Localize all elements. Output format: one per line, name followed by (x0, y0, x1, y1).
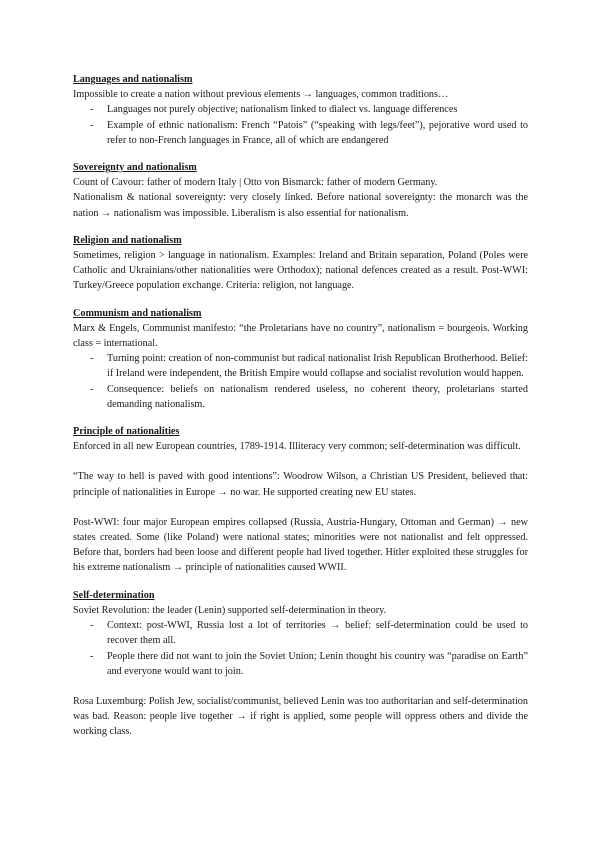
list-item: - People there did not want to join the Soviet Union; Lenin thought his country was “paradise on Earth” and everyone would want to join. (73, 649, 528, 679)
paragraph: Nationalism & national sovereignty: very closely linked. Before national sovereignty: the monarch was the nation → nationalism was impossible. Liberalism is also essential for nationalism. (73, 192, 528, 219)
paragraph: Impossible to create a nation without previous elements → languages, common traditions… (73, 89, 449, 101)
section-heading: Sovereignty and nationalism (73, 162, 197, 174)
paragraph: Enforced in all new European countries, 1789-1914. Illiteracy very common; self-determination was difficult. (73, 441, 521, 453)
section-heading: Religion and nationalism (73, 234, 182, 246)
bullet-list (73, 618, 528, 679)
section-self-determination (73, 588, 528, 740)
paragraph: Rosa Luxemburg: Polish Jew, socialist/communist, believed Lenin was too authoritarian and self-determination was bad. Reason: people live together → if right is applied, some people will oppress others and divide the working class. (73, 695, 528, 738)
bullet-list (73, 102, 528, 148)
list-item: - Consequence: beliefs on nationalism rendered useless, no coherent theory, proletarians started demanding nationalism. (73, 382, 528, 412)
list-item: - Languages not purely objective; nationalism linked to dialect vs. language differences (73, 102, 528, 117)
paragraph: Sometimes, religion > language in nationalism. Examples: Ireland and Britain separation, Poland (Poles were Catholic and Ukrainians/other nationalities were Orthodox); national defences created as a result. Post-WWI: Turkey/Greece population exchange. Criteria: religion, not language. (73, 250, 528, 292)
section-languages (73, 72, 528, 148)
list-item: - Example of ethnic nationalism: French “Patois” (“speaking with legs/feet”), pejorative word used to refer to non-French languages in France, all of which are endangered (73, 118, 528, 148)
section-religion (73, 233, 528, 294)
section-heading: Communism and nationalism (73, 307, 202, 319)
section-heading: Principle of nationalities (73, 426, 180, 438)
paragraph: “The way to hell is paved with good intentions”: Woodrow Wilson, a Christian US President, believed that: principle of nationalities in Europe → no war. He supported creating new EU states. (73, 471, 528, 498)
paragraph: Post-WWI: four major European empires collapsed (Russia, Austria-Hungary, Ottoman and German) → new states created. Some (like Poland) were national states; minorities were not nationalist and felt oppressed. Before that, borders had been loose and different people had lived together. Hitler exploited these struggles for his extreme nationalism → principle of nationalities caused WWII. (73, 516, 528, 574)
section-nationalities (73, 424, 528, 576)
paragraph: Count of Cavour: father of modern Italy | Otto von Bismarck: father of modern Germany. (73, 177, 438, 189)
section-communism (73, 306, 528, 412)
list-item: - Turning point: creation of non-communist but radical nationalist Irish Republican Brotherhood. Belief: if Ireland were independent, the British Empire would collapse and socialist revolution would happen. (73, 351, 528, 381)
paragraph: Marx & Engels, Communist manifesto: “the Proletarians have no country”, nationalism = bourgeois. Working class = international. (73, 322, 528, 350)
bullet-list (73, 351, 528, 412)
section-heading: Self-determination (73, 589, 155, 601)
section-heading: Languages and nationalism (73, 74, 193, 85)
section-sovereignty (73, 160, 528, 221)
paragraph: Soviet Revolution: the leader (Lenin) supported self-determination in theory. (73, 604, 387, 616)
list-item: - Context: post-WWI, Russia lost a lot of territories → belief: self-determination could be used to recover them all. (73, 618, 528, 648)
